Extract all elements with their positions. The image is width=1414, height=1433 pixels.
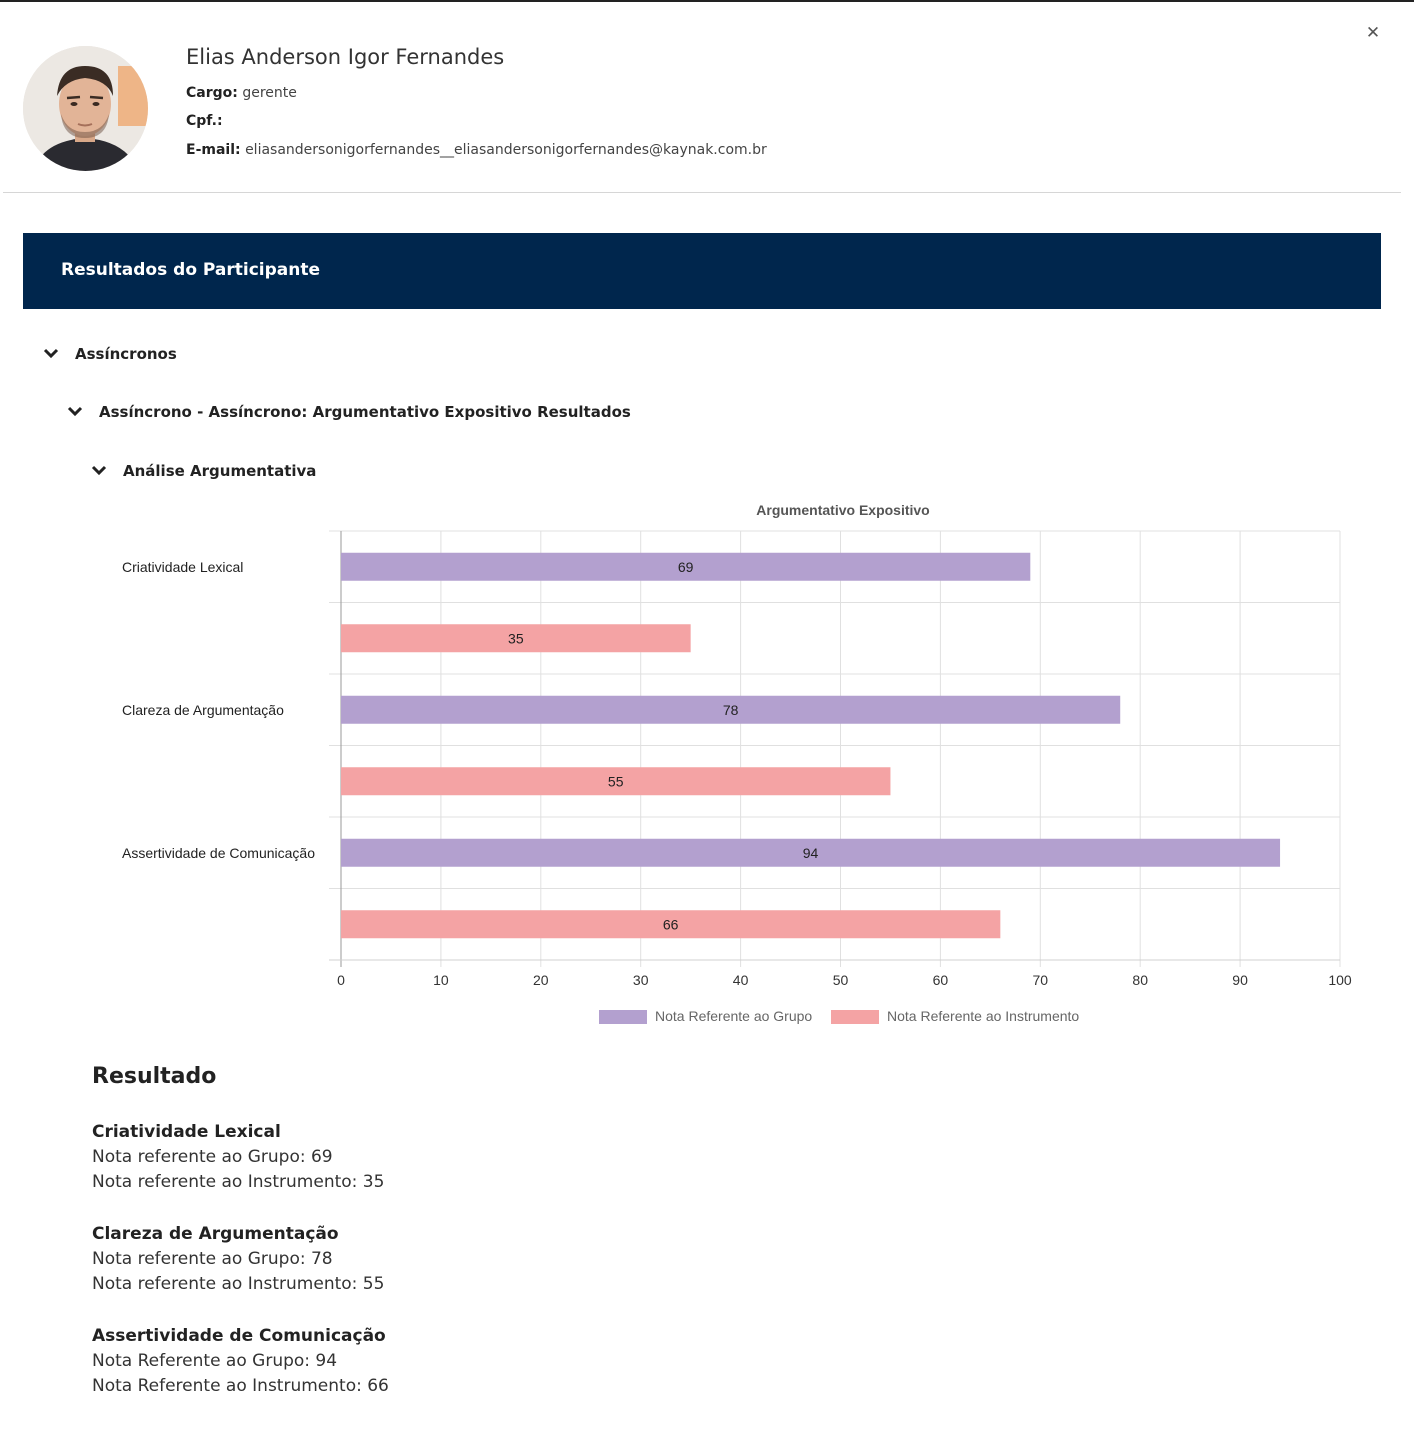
x-tick-label: 40 [732, 972, 749, 988]
chevron-down-icon [91, 465, 107, 477]
legend-swatch[interactable] [831, 1010, 879, 1024]
close-icon[interactable]: ✕ [1365, 23, 1381, 43]
category-label: Criatividade Lexical [122, 558, 244, 575]
top-border [0, 0, 1414, 2]
accordion-assincronos[interactable] [43, 345, 177, 363]
cargo-value: gerente [242, 85, 297, 101]
x-tick-label: 100 [1328, 972, 1352, 988]
results-banner [23, 233, 1381, 309]
legend-label[interactable]: Nota Referente ao Instrumento [887, 1008, 1080, 1024]
x-tick-label: 80 [1132, 972, 1148, 988]
x-tick-label: 50 [832, 972, 849, 988]
accordion-label: Assíncronos [75, 345, 177, 363]
x-tick-label: 60 [932, 972, 949, 988]
result-instrumento-clareza: Nota referente ao Instrumento: 55 [92, 1274, 385, 1294]
result-instrumento-assertividade: Nota Referente ao Instrumento: 66 [92, 1376, 389, 1396]
result-title-criatividade: Criatividade Lexical [92, 1122, 281, 1142]
x-tick-label: 70 [1032, 972, 1049, 988]
bar-chart [0, 490, 1414, 1040]
user-photo-icon [23, 46, 148, 171]
participant-name: Elias Anderson Igor Fernandes [186, 45, 505, 69]
bar-value-label: 78 [722, 701, 739, 718]
result-instrumento-criatividade: Nota referente ao Instrumento: 35 [92, 1172, 385, 1192]
cpf-label: Cpf.: [186, 113, 223, 129]
accordion-label: Assíncrono - Assíncrono: Argumentativo Expositivo Resultados [99, 403, 631, 421]
cpf-line [186, 113, 223, 129]
chart-category-labels [122, 559, 315, 861]
header-divider [3, 192, 1401, 193]
chart-title: Argumentativo Expositivo [756, 502, 930, 518]
chart-x-ticks [337, 972, 1352, 988]
category-label: Assertividade de Comunicação [122, 844, 315, 861]
result-title-clareza: Clareza de Argumentação [92, 1224, 339, 1244]
result-grupo-criatividade: Nota referente ao Grupo: 69 [92, 1147, 333, 1167]
bar-value-label: 35 [508, 630, 524, 647]
chart-grid [329, 531, 1340, 967]
x-tick-label: 0 [337, 972, 345, 988]
cargo-label: Cargo: [186, 85, 238, 101]
chevron-down-icon [67, 406, 83, 418]
x-tick-label: 90 [1232, 972, 1248, 988]
accordion-argumentativo-expositivo[interactable] [67, 403, 631, 421]
x-tick-label: 30 [632, 972, 649, 988]
accordion-analise-argumentativa[interactable] [91, 462, 316, 480]
category-label: Clareza de Argumentação [122, 701, 284, 718]
x-tick-label: 20 [533, 972, 549, 988]
chart-legend [599, 1008, 1079, 1024]
avatar [23, 46, 148, 171]
result-title-assertividade: Assertividade de Comunicação [92, 1326, 386, 1346]
banner-title: Resultados do Participante [61, 260, 321, 280]
email-value: eliasandersonigorfernandes__eliasandersonigorfernandes@kaynak.com.br [245, 142, 767, 158]
bar-value-label: 69 [677, 558, 694, 575]
result-grupo-clareza: Nota referente ao Grupo: 78 [92, 1249, 333, 1269]
x-tick-label: 10 [433, 972, 449, 988]
chevron-down-icon [43, 348, 59, 360]
legend-swatch[interactable] [599, 1010, 647, 1024]
accordion-label: Análise Argumentativa [123, 462, 317, 480]
legend-label[interactable]: Nota Referente ao Grupo [655, 1008, 813, 1024]
bar-value-label: 66 [662, 916, 679, 933]
email-line [186, 142, 767, 158]
bar-value-label: 94 [802, 844, 819, 861]
result-grupo-assertividade: Nota Referente ao Grupo: 94 [92, 1351, 338, 1371]
results-heading: Resultado [92, 1064, 217, 1089]
email-label: E-mail: [186, 142, 241, 158]
bar-value-label: 55 [607, 773, 624, 790]
cargo-line [186, 85, 297, 101]
